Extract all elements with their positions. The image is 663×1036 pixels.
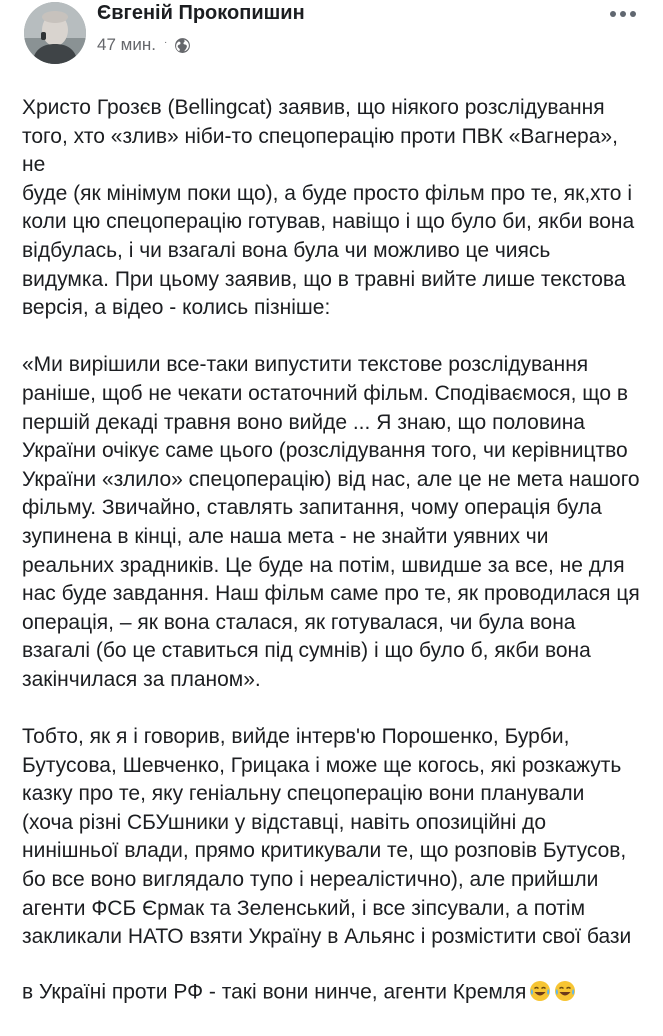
globe-icon[interactable] [174,37,191,54]
post-paragraph: Христо Грозєв (Bellingcat) заявив, що ніякого розслідування того, хто «злив» ніби-то спецоперацію проти ПВК «Вагнера», не буде (як мінімум поки що), а буде просто фільм про те, як,хто і коли цю спецоперацію готував, навіщо і що було би, якби вона відбулась, і чи взагалі вона була чи можливо це чиясь видумка. При цьому заявив, що в травні вийте лише текстова версія, а відео - колись пізніше: [22,96,635,320]
post-paragraph [22,723,644,1007]
joy-emoji [554,952,576,974]
author-name[interactable]: Євгеній Прокопишин [97,2,305,24]
post-paragraph-text: Тобто, як я і говорив, вийде інтерв'ю Порошенко, Бурби, Бутусова, Шевченко, Грицака і може ще когось, які розкажуть казку про те, яку геніальну спецоперацію вони планували (хоча різні СБУшники у відставці, навіть опозиційні до нинішньої влади, прямо критикували те, що розповів Бутусов, бо все воно виглядало тупо і нереалістично), але прийшли агенти ФСБ Єрмак та Зеленський, і все зіпсували, а потім закликали НАТО взяти Україну в Альянс і розмістити свої бази в Україні проти РФ - такі вони нинче, агенти Кремля [22,725,632,1004]
post-body [22,94,644,1036]
meta-separator: · [163,36,168,48]
post-meta [97,34,191,56]
post-header [24,0,639,70]
post-paragraph: «Ми вирішили все-таки випустити текстове розслідування раніше, щоб не чекати остаточний фільм. Сподіваємося, що в першій декаді травня воно вийде ... Я знаю, що половина України очікує саме цього (розслідування того, чи керівництво України «злило» спецоперацію) від нас, але це не мета нашого фільму. Звичайно, ставлять запитання, чому операція була зупинена в кінці, але наша мета - не знайти уявних чи реальних зрадників. Це буде на потім, швидше за все, не для нас буде завдання. Наш фільм саме про те, як проводилася ця операція, – як вона сталася, як готувалася, чи була вона взагалі (бо це ставиться під сумнів) і що було б, якби вона закінчилася за планом». [22,353,640,691]
joy-emoji [529,952,551,974]
avatar-photo [24,2,86,64]
more-options-icon[interactable] [607,6,639,22]
avatar[interactable] [24,2,86,64]
post-time[interactable]: 47 мин. [97,35,156,54]
